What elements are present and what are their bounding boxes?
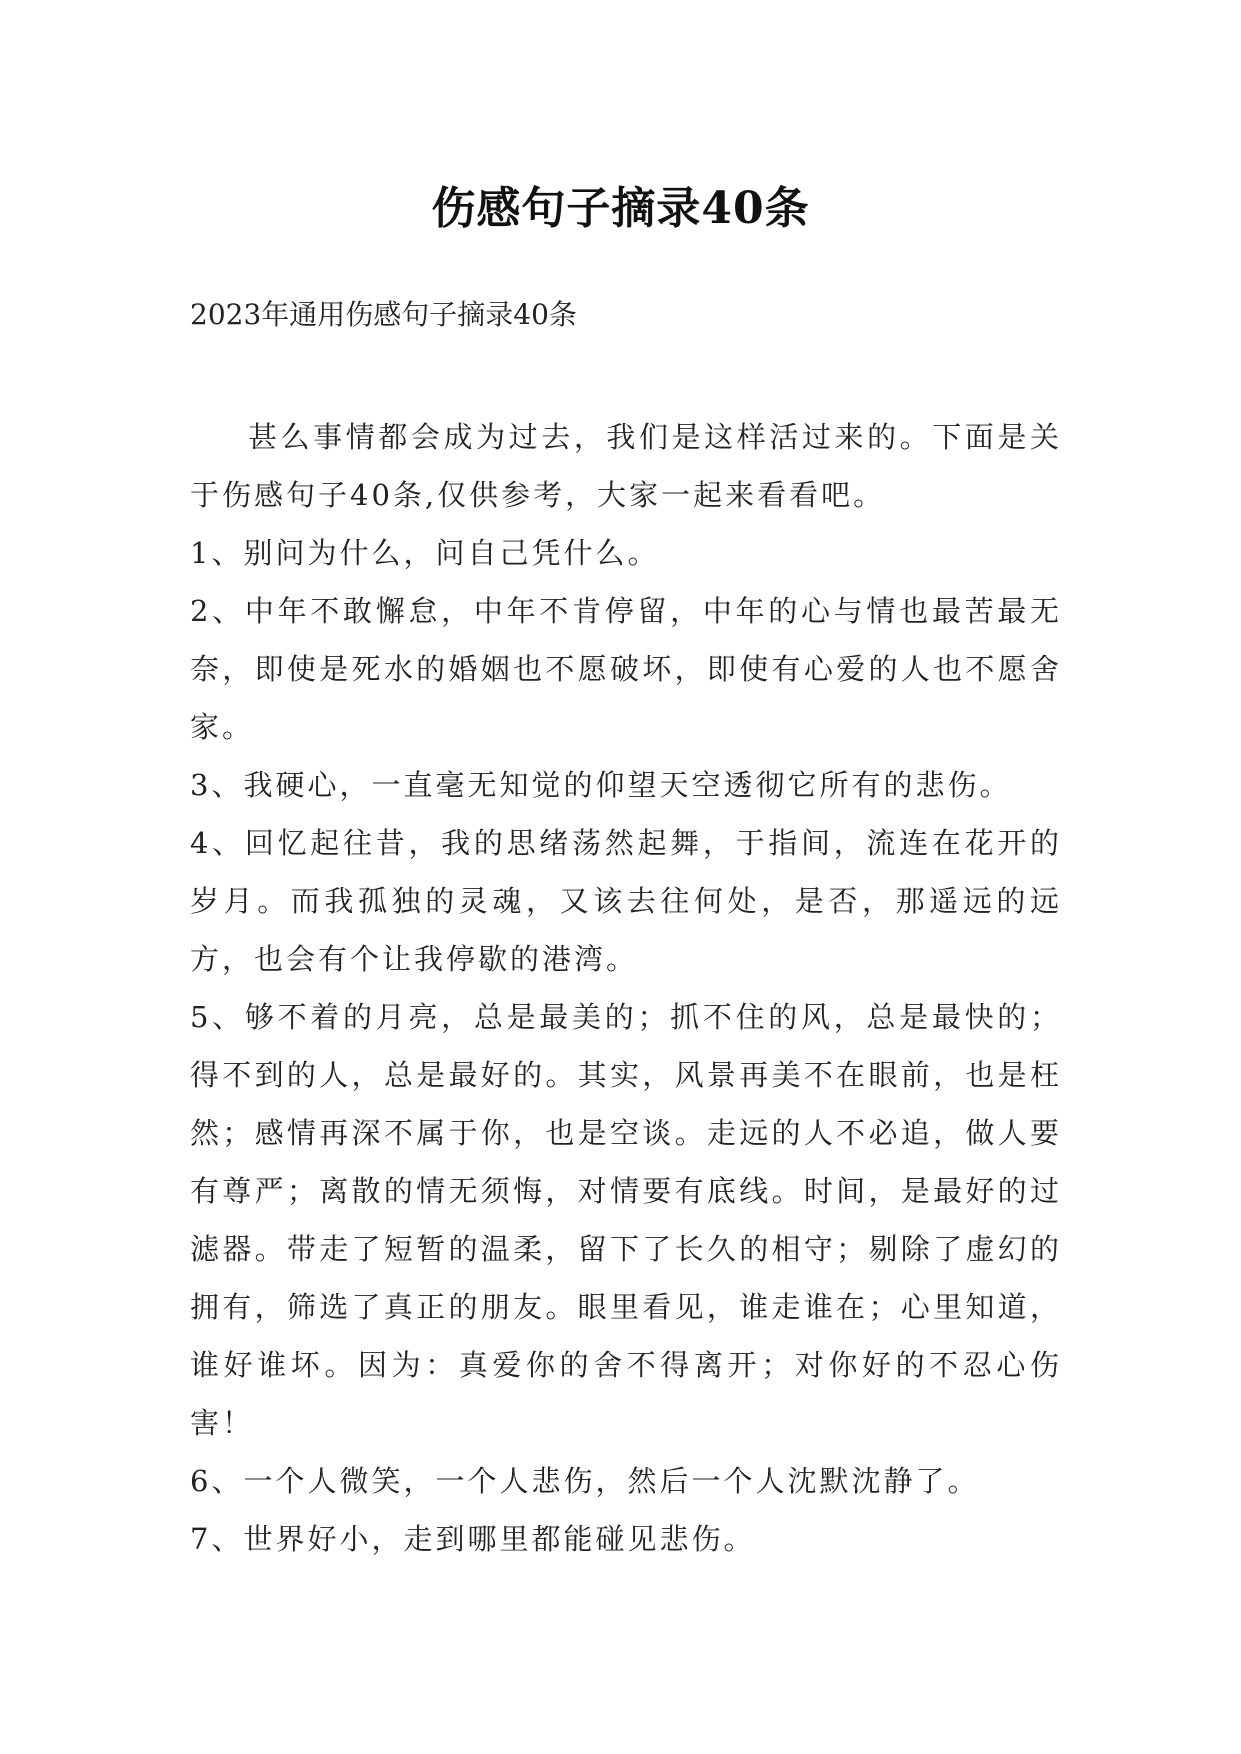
document-body: [190, 408, 1062, 1568]
list-item: 5、够不着的月亮，总是最美的；抓不住的风，总是最快的；得不到的人，总是最好的。其实，风景再美不在眼前，也是枉然；感情再深不属于你，也是空谈。走远的人不必追，做人要有尊严；离散的情无须悔，对情要有底线。时间，是最好的过滤器。带走了短暂的温柔，留下了长久的相守；剔除了虚幻的拥有，筛选了真正的朋友。眼里看见，谁走谁在；心里知道，谁好谁坏。因为：真爱你的舍不得离开；对你好的不忍心伤害！: [190, 1000, 1062, 1440]
list-item: 6、一个人微笑，一个人悲伤，然后一个人沈默沈静了。: [190, 1464, 980, 1498]
list-item: 4、回忆起往昔，我的思绪荡然起舞，于指间，流连在花开的岁月。而我孤独的灵魂，又该去往何处，是否，那遥远的远方，也会有个让我停歇的港湾。: [190, 826, 1062, 976]
document-subtitle: 2023年通用伤感句子摘录40条: [190, 298, 577, 331]
list-item: 3、我硬心，一直毫无知觉的仰望天空透彻它所有的悲伤。: [190, 768, 1012, 802]
list-item: 1、别问为什么，问自己凭什么。: [190, 536, 660, 570]
list-item: 7、世界好小，走到哪里都能碰见悲伤。: [190, 1522, 756, 1556]
intro-paragraph: 甚么事情都会成为过去，我们是这样活过来的。下面是关于伤感句子40条,仅供参考，大家一起来看看吧。: [190, 420, 1062, 512]
list-item: 2、中年不敢懈怠，中年不肯停留，中年的心与情也最苦最无奈，即使是死水的婚姻也不愿破坏，即使有心爱的人也不愿舍家。: [190, 594, 1062, 744]
page-title: 伤感句子摘录40条: [431, 183, 810, 235]
